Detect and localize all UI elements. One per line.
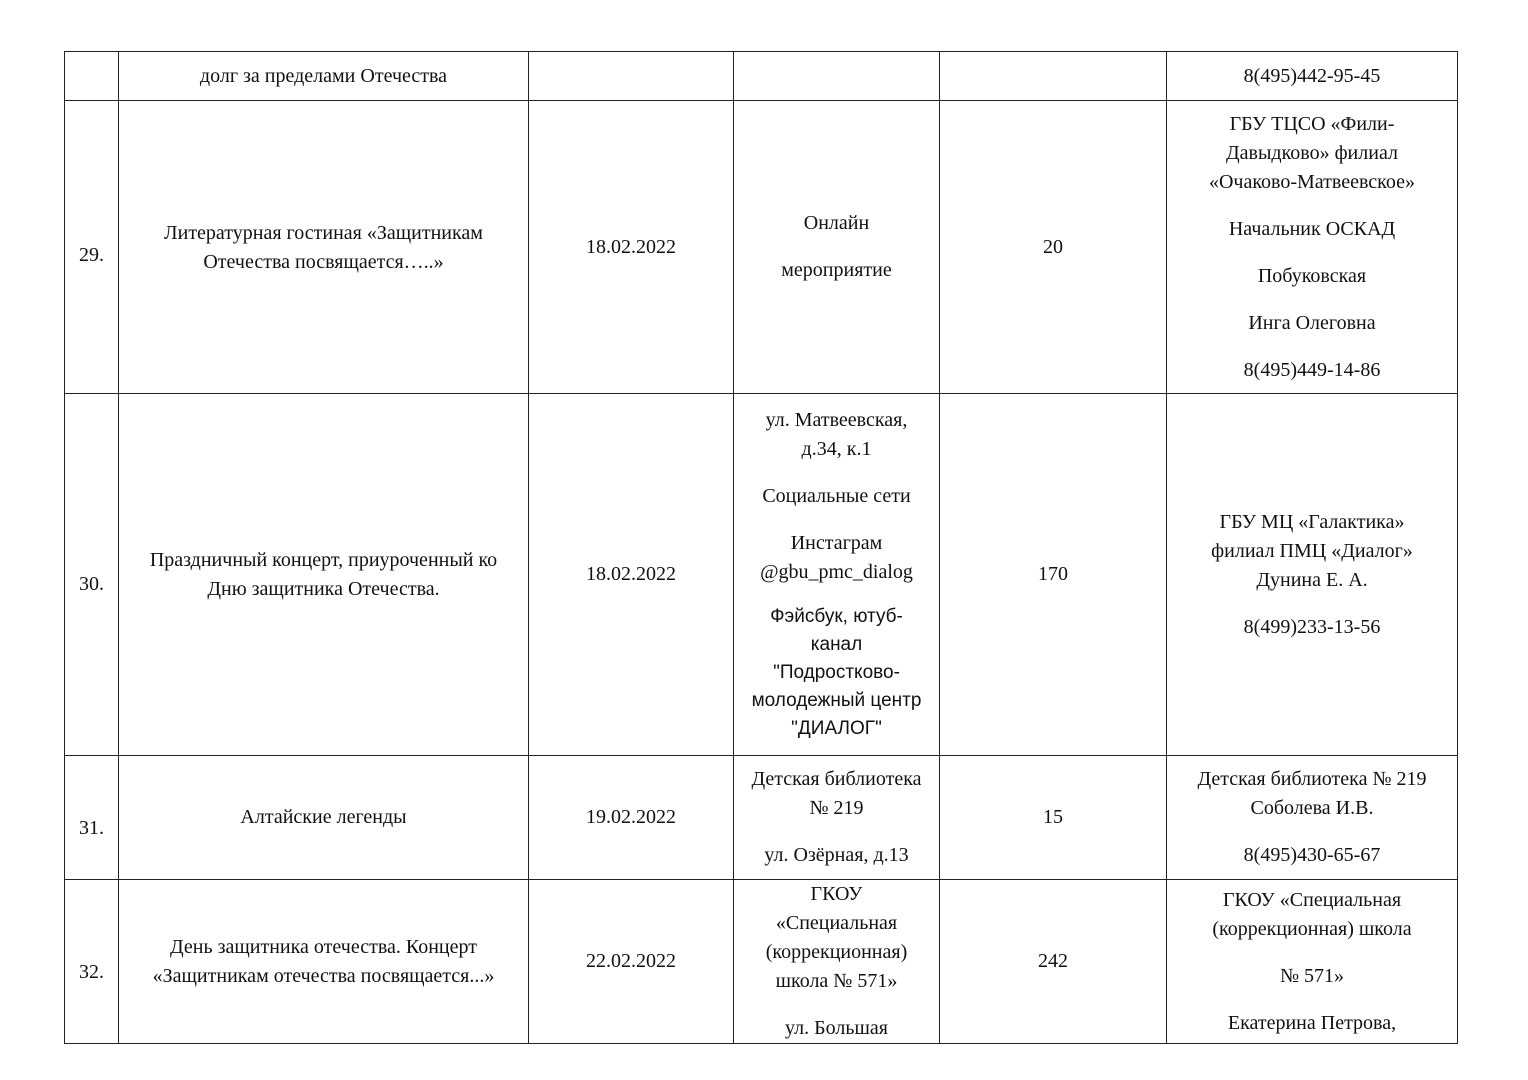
organizer-cell: 8(495)442-95-45: [1167, 52, 1458, 101]
event-venue-cell: [734, 52, 940, 101]
event-date-cell: 19.02.2022: [529, 756, 734, 880]
table-row: [65, 101, 1458, 394]
row-number-cell: 29.: [65, 101, 119, 394]
event-title-cell: День защитника отечества. Концерт «Защитникам отечества посвящается...»: [119, 880, 529, 1044]
event-title-cell: Литературная гостиная «Защитникам Отечества посвящается…..»: [119, 101, 529, 394]
event-venue-cell: ул. Матвеевская, д.34, к.1 Социальные сети Инстаграм @gbu_pmc_dialog Фэйсбук, ютуб- канал "Подростково- молодежный центр "ДИАЛОГ": [734, 394, 940, 756]
participant-count-cell: [940, 52, 1167, 101]
event-venue-cell: Детская библиотека № 219 ул. Озёрная, д.13: [734, 756, 940, 880]
event-title-cell: долг за пределами Отечества: [119, 52, 529, 101]
event-title-cell: Алтайские легенды: [119, 756, 529, 880]
events-table: [64, 51, 1458, 1044]
row-number-cell: [65, 52, 119, 101]
table-row: [65, 52, 1458, 101]
event-date-cell: 18.02.2022: [529, 394, 734, 756]
event-date-cell: 18.02.2022: [529, 101, 734, 394]
row-number-cell: 32.: [65, 880, 119, 1044]
participant-count-cell: 20: [940, 101, 1167, 394]
event-date-cell: [529, 52, 734, 101]
organizer-cell: ГБУ МЦ «Галактика» филиал ПМЦ «Диалог» Дунина Е. А. 8(499)233-13-56: [1167, 394, 1458, 756]
table-row: [65, 394, 1458, 756]
event-venue-cell: Онлайн мероприятие: [734, 101, 940, 394]
event-date-cell: 22.02.2022: [529, 880, 734, 1044]
table-row: [65, 880, 1458, 1044]
row-number-cell: 31.: [65, 756, 119, 880]
organizer-cell: ГКОУ «Специальная (коррекционная) школа № 571» Екатерина Петрова,: [1167, 880, 1458, 1044]
participant-count-cell: 15: [940, 756, 1167, 880]
table-row: [65, 756, 1458, 880]
organizer-cell: ГБУ ТЦСО «Фили- Давыдково» филиал «Очаково-Матвеевское» Начальник ОСКАД Побуковская Инга Олеговна 8(495)449-14-86: [1167, 101, 1458, 394]
event-title-cell: Праздничный концерт, приуроченный ко Дню защитника Отечества.: [119, 394, 529, 756]
participant-count-cell: 170: [940, 394, 1167, 756]
organizer-cell: Детская библиотека № 219 Соболева И.В. 8(495)430-65-67: [1167, 756, 1458, 880]
event-venue-cell: ГКОУ «Специальная (коррекционная) школа № 571» ул. Большая: [734, 880, 940, 1044]
row-number-cell: 30.: [65, 394, 119, 756]
participant-count-cell: 242: [940, 880, 1167, 1044]
